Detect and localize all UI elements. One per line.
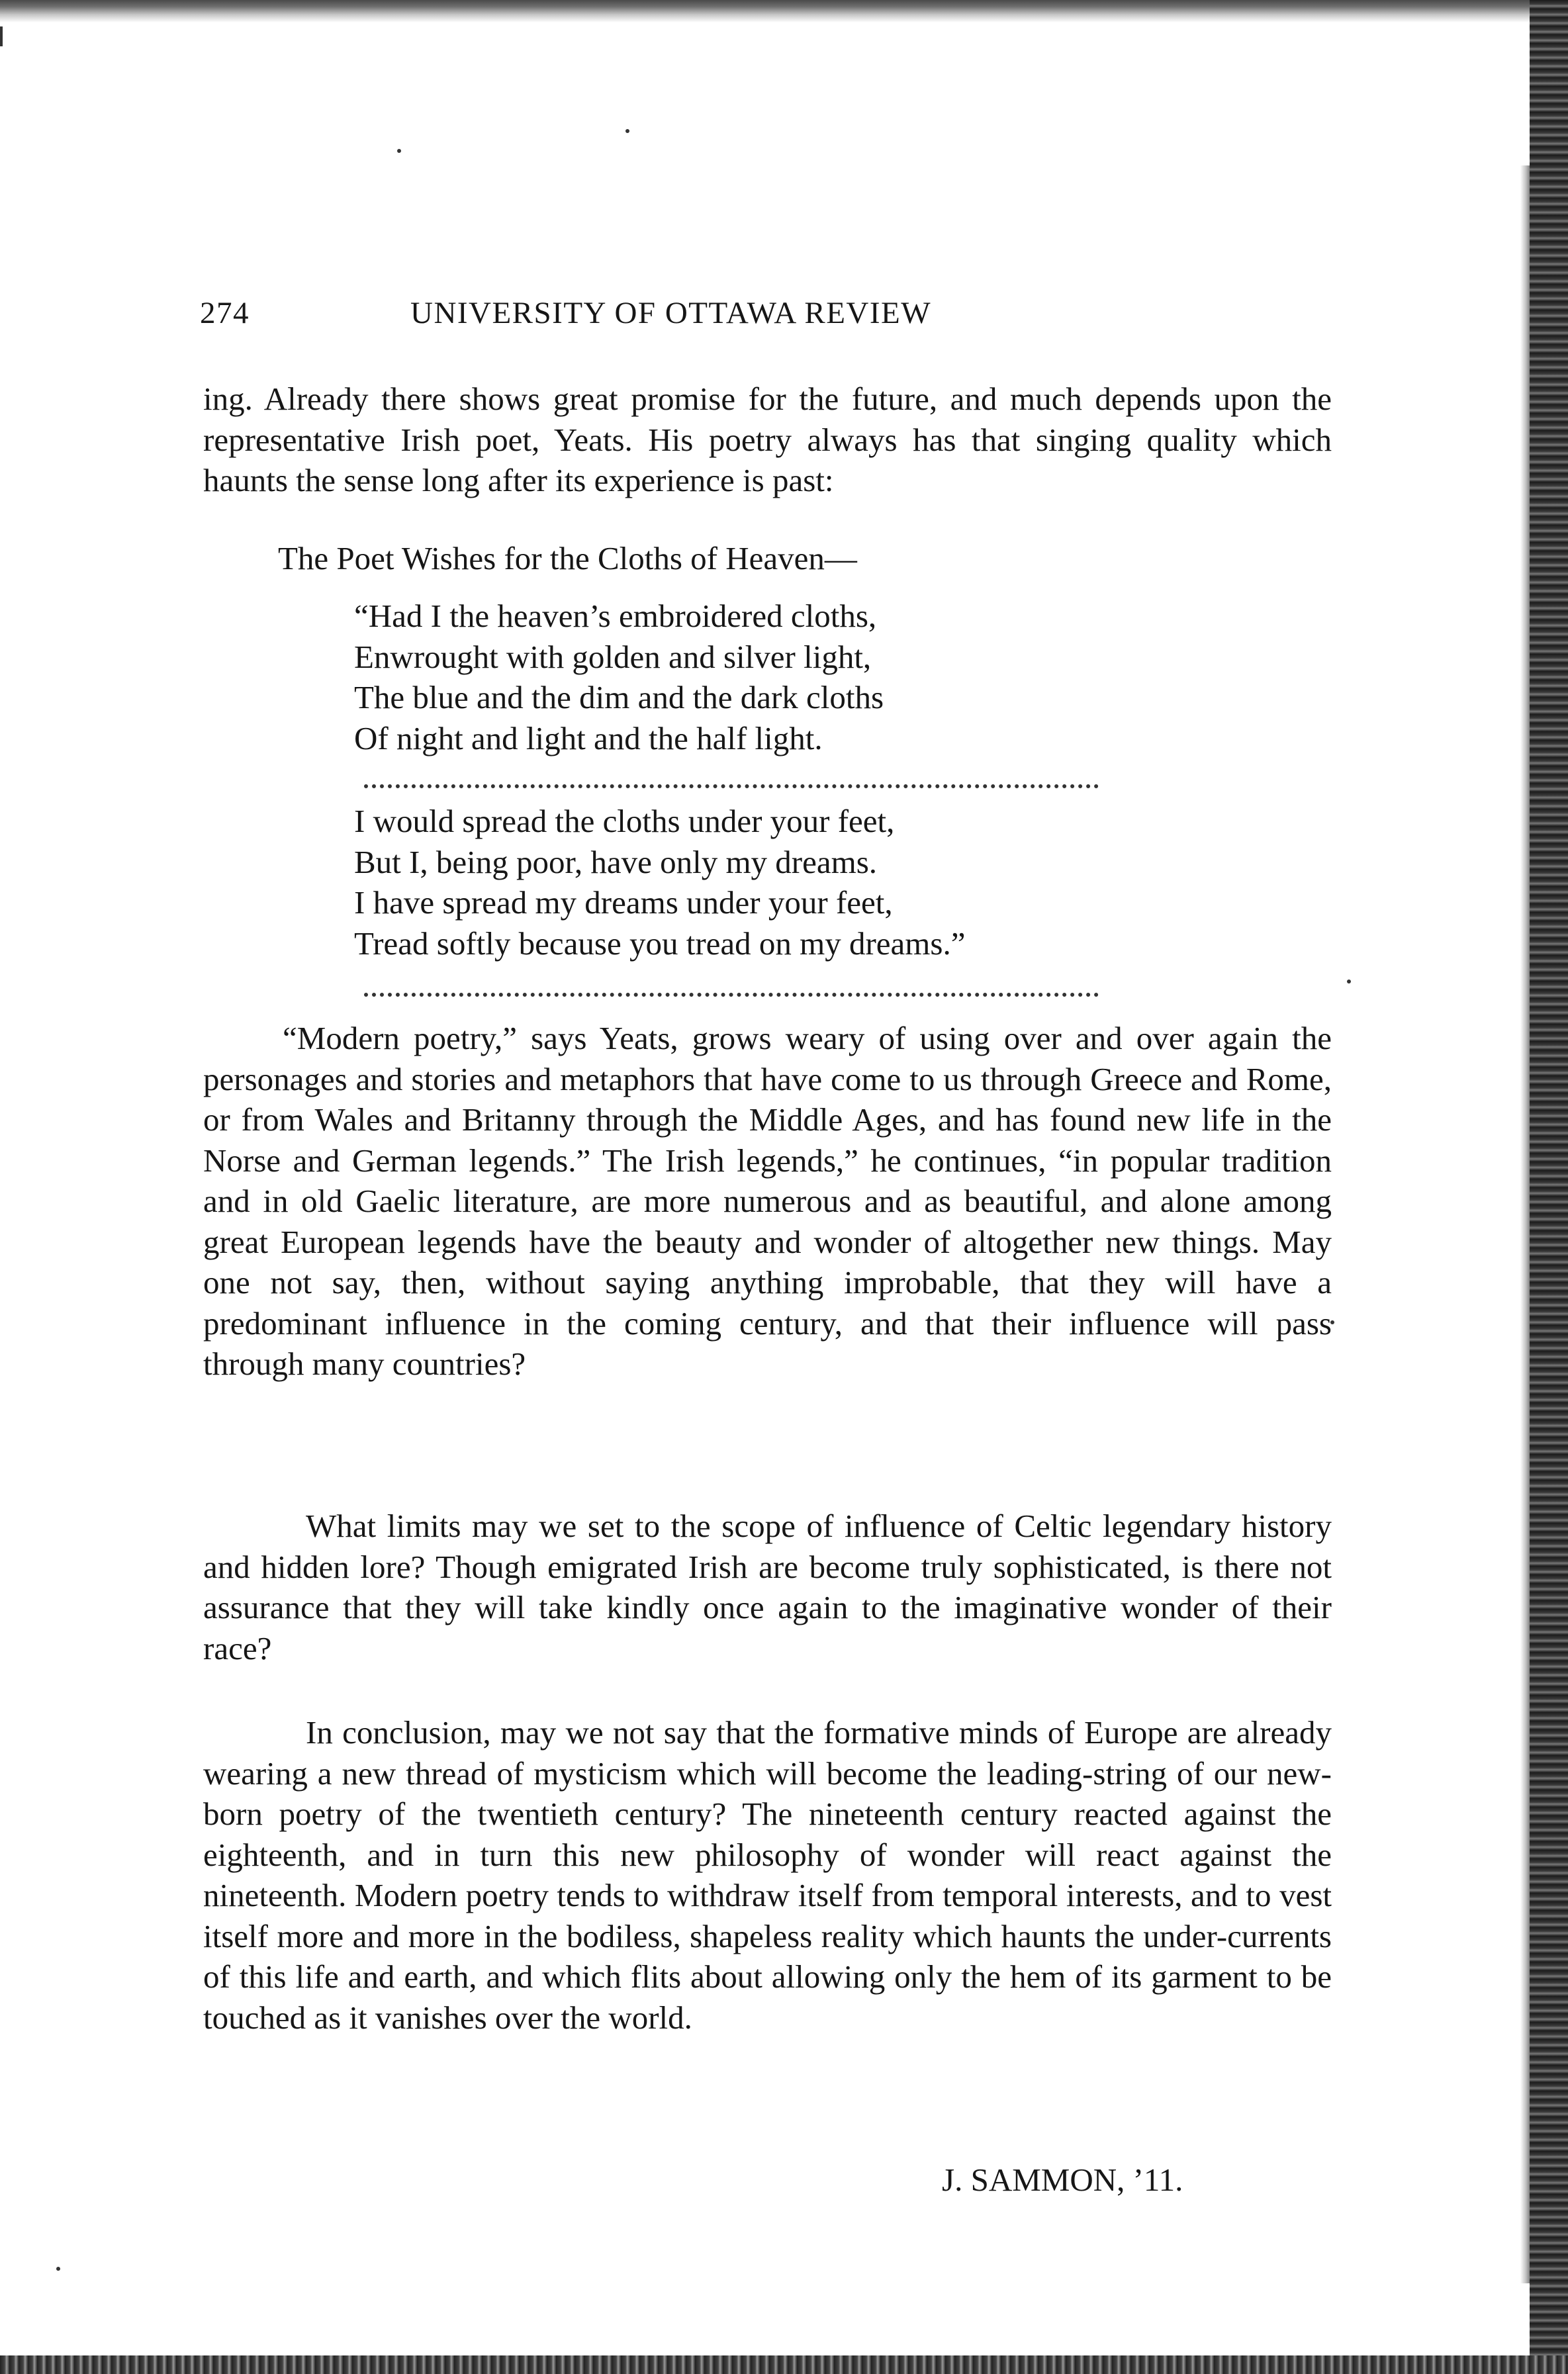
poem-line: “Had I the heaven’s embroidered cloths, [354, 598, 877, 634]
scan-bottom-edge [0, 2355, 1568, 2374]
poem-line: Of night and light and the half light. [354, 719, 823, 756]
scan-left-mark [0, 26, 3, 46]
poem-line: The blue and the dim and the dark cloths [354, 679, 884, 715]
author-signature: J. SAMMON, ’11. [942, 2162, 1183, 2198]
paragraph-celtic-influence: What limits may we set to the scope of influence of Celtic legendary history and hidden lore? Though emigrated Irish are become truly sophisticated, is there not assurance that they will take kindly once again to the imaginative wonder of their race? [203, 1508, 1332, 1666]
paragraph-intro: ing. Already there shows great promise for the future, and much depends upon the representative Irish poet, Yeats. His poetry always has that singing quality which haunts the sense long after its experience is past: [203, 381, 1332, 498]
poem-line: I would spread the cloths under your feet, [354, 803, 895, 839]
ellipsis-divider [364, 784, 1099, 788]
poem-title: The Poet Wishes for the Cloths of Heaven— [278, 540, 857, 576]
scan-speck [397, 149, 401, 153]
poem-line: Enwrought with golden and silver light, [354, 638, 872, 675]
paragraph-conclusion: In conclusion, may we not say that the formative minds of Europe are already wearing a new thread of mysticism which will become the leading-string of our new-born poetry of the twentieth century? The nineteenth century reacted against the eighteenth, and in turn this new philosophy of wonder will react against the nineteenth. Modern poetry tends to withdraw itself from temporal interests, and to vest itself more and more in the bodiless, shapeless reality which haunts the under-currents of this life and earth, and which flits about allowing only the hem of its garment to be touched as it vanishes over the world. [203, 1714, 1332, 2036]
ellipsis-divider [364, 993, 1099, 997]
poem-line: Tread softly because you tread on my dreams.” [354, 925, 966, 962]
poem-line: I have spread my dreams under your feet, [354, 884, 893, 921]
scan-top-edge [0, 0, 1568, 23]
poem-line: But I, being poor, have only my dreams. [354, 843, 878, 880]
scan-right-edge [1530, 0, 1568, 2374]
page-header [200, 295, 1325, 342]
paragraph-yeats-quote: “Modern poetry,” says Yeats, grows weary of using over and over again the personages and stories and metaphors that have come to us through Greece and Rome, or from Wales and Britanny through the Middle Ages, and has found new life in the Norse and German legends.” The Irish legends,” he continues, “in popular tradition and in old Gaelic literature, are more numerous and as beautiful, and alone among great European legends have the beauty and wonder of altogether new things. May one not say, then, without saying anything improbable, that they will have a predominant influence in the coming century, and that their influence will pass through many countries? [203, 1020, 1332, 1382]
poem-stanza-2 [354, 801, 966, 964]
scan-speck [625, 129, 629, 133]
scan-speck [56, 2267, 60, 2271]
running-title: UNIVERSITY OF OTTAWA REVIEW [410, 296, 932, 330]
scan-gutter-shadow [1520, 165, 1530, 2283]
page-number: 274 [200, 296, 250, 330]
scan-speck [1347, 980, 1351, 983]
poem-stanza-1 [354, 596, 884, 758]
